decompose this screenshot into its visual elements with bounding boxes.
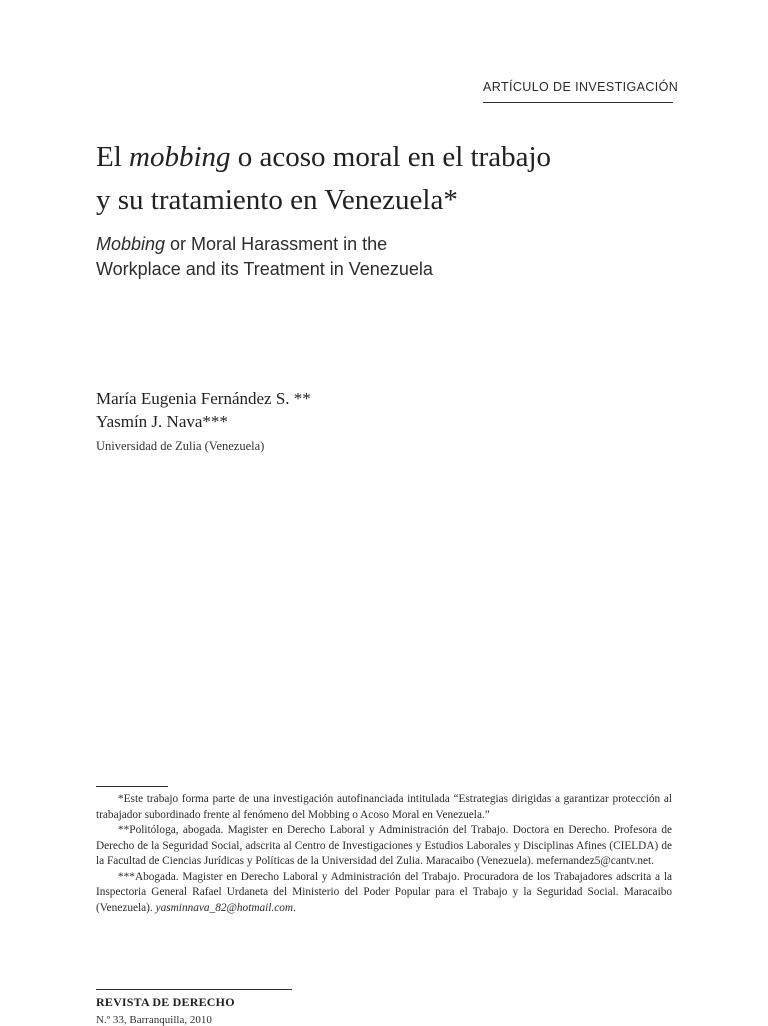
subtitle-line2: Workplace and its Treatment in Venezuela — [96, 259, 433, 279]
footnote — [96, 870, 672, 917]
subtitle-line1-rest: or Moral Harassment in the — [165, 234, 388, 254]
author-name: Yasmín J. Nava*** — [96, 412, 228, 431]
footnote-email: yasminnava_82@hotmail.com — [155, 901, 294, 914]
title-line1-rest: o acoso moral en el trabajo — [230, 141, 552, 173]
author-name: María Eugenia Fernández S. ** — [96, 389, 311, 408]
journal-issue: N.º 33, Barranquilla, 2010 — [96, 1014, 212, 1026]
author-affiliation: Universidad de Zulia (Venezuela) — [96, 439, 265, 453]
footnote-divider — [96, 786, 168, 787]
article-title — [96, 136, 696, 222]
section-label: ARTÍCULO DE INVESTIGACIÓN — [483, 80, 679, 94]
footnote: *Este trabajo forma parte de una investigación autofinanciada intitulada “Estrategias dirigidas a garantizar protección al trabajador subordinado frente al fenómeno del Mobbing o Acoso Moral en Venezuela.” — [96, 793, 672, 821]
subtitle-italic-term: Mobbing — [96, 234, 166, 254]
footnote-end: . — [293, 901, 296, 914]
title-italic-term: mobbing — [129, 141, 231, 173]
journal-divider — [96, 989, 292, 990]
article-subtitle — [96, 232, 656, 282]
footnote-text: ***Abogada. Magister en Derecho Laboral y Administración del Trabajo. Procuradora de los Trabajadores adscrita a la Inspectoria General Rafael Urdaneta del Ministerio del Poder Popular para el Trabajo y la Seguridad Social. Maracaibo (Venezuela). — [96, 870, 672, 914]
title-line2: y su tratamiento en Venezuela* — [96, 184, 458, 216]
journal-name: REVISTA DE DERECHO — [96, 995, 235, 1009]
footnote: **Politóloga, abogada. Magister en Derecho Laboral y Administración del Trabajo. Doctora en Derecho. Profesora de Derecho de la Seguridad Social, adscrita al Centro de Investigaciones y Estudios Laborales y Disciplinas Afines (CIELDA) de la Facultad de Ciencias Jurídicas y Políticas de la Universidad del Zulia. Maracaibo (Venezuela). mefernandez5@cantv.net. — [96, 824, 672, 867]
footnotes — [96, 792, 672, 916]
section-divider — [483, 102, 673, 103]
title-pre: El — [96, 141, 130, 173]
